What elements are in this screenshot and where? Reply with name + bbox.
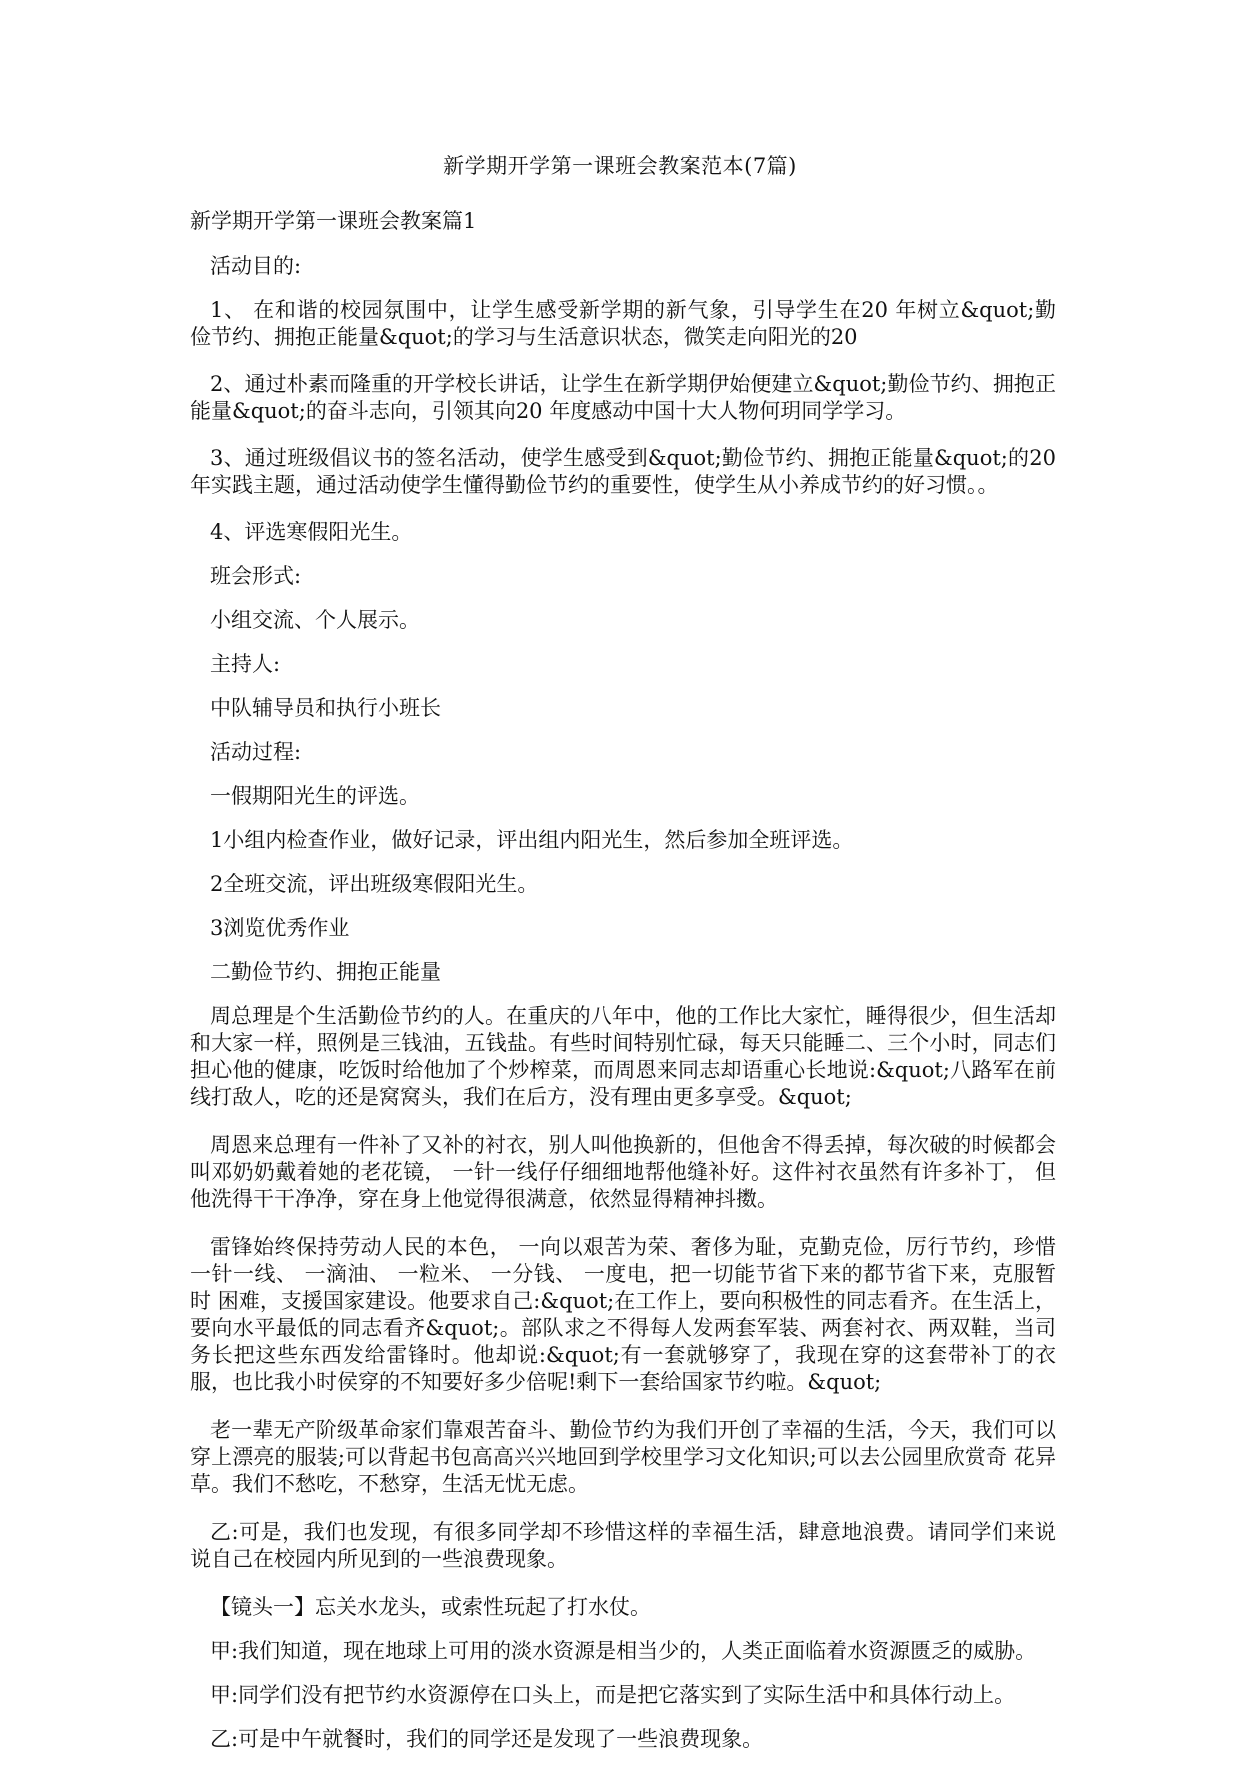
paragraph: 3浏览优秀作业 [210,916,350,940]
paragraph: 乙:可是，我们也发现，有很多同学却不珍惜这样的幸福生活，肆意地浪费。请同学们来说说自己在校园内所见到的一些浪费现象。 [190,1520,1056,1571]
paragraph: 活动目的: [210,254,302,278]
paragraph: 小组交流、个人展示。 [210,608,420,632]
paragraph: 1、 在和谐的校园氛围中，让学生感受新学期的新气象，引导学生在20 年树立&quot;勤 俭节约、拥抱正能量&quot;的学习与生活意识状态，微笑走向阳光的20 [190,298,1056,349]
paragraph: 【镜头一】忘关水龙头，或索性玩起了打水仗。 [210,1595,651,1619]
paragraph: 雷锋始终保持劳动人民的本色， 一向以艰苦为荣、奢侈为耻，克勤克俭，厉行节约，珍惜一针一线、 一滴油、 一粒米、 一分钱、 一度电，把一切能节省下来的都节省下来，克服暂时 困难，支援国家建设。他要求自己:&quot;在工作上，要向积极性的同志看齐。在生活上， 要向水平最低的同志看齐&quot;。部队求之不得每人发两套军装、两套衬衣、两双鞋，当司 务长把这些东西发给雷锋时。他却说:&quot;有一套就够穿了，我现在穿的这套带补丁的衣 服，也比我小时侯穿的不知要好多少倍呢!剩下一套给国家节约啦。&quot; [190,1235,1056,1394]
paragraph: 周恩来总理有一件补了又补的衬衣，别人叫他换新的，但他舍不得丢掉，每次破的时候都会叫邓奶奶戴着她的老花镜， 一针一线仔仔细细地帮他缝补好。这件衬衣虽然有许多补丁， 但他洗得干干净净，穿在身上他觉得很满意，依然显得精神抖擞。 [190,1133,1056,1211]
paragraph: 主持人: [210,652,281,676]
document-body [190,208,1056,1770]
paragraph: 甲:我们知道，现在地球上可用的淡水资源是相当少的，人类正面临着水资源匮乏的威胁。 [210,1639,1037,1663]
paragraph: 乙:可是中午就餐时，我们的同学还是发现了一些浪费现象。 [210,1727,764,1751]
paragraph: 活动过程: [210,740,302,764]
paragraph: 4、评选寒假阳光生。 [210,520,413,544]
paragraph: 老一辈无产阶级革命家们靠艰苦奋斗、勤俭节约为我们开创了幸福的生活，今天，我们可以穿上漂亮的服装;可以背起书包高高兴兴地回到学校里学习文化知识;可以去公园里欣赏奇 花异草。我们不愁吃，不愁穿，生活无忧无虑。 [190,1418,1056,1496]
paragraph: 1小组内检查作业，做好记录，评出组内阳光生，然后参加全班评选。 [210,828,854,852]
document-title: 新学期开学第一课班会教案范本(7篇) [443,154,797,178]
paragraph: 一假期阳光生的评选。 [210,784,420,808]
paragraph: 周总理是个生活勤俭节约的人。在重庆的八年中，他的工作比大家忙，睡得很少，但生活却和大家一样，照例是三钱油，五钱盐。有些时间特别忙碌，每天只能睡二、三个小时，同志们担心他的健康，吃饭时给他加了个炒榨菜，而周恩来同志却语重心长地说:&quot;八路军在前线打敌人，吃的还是窝窝头，我们在后方，没有理由更多享受。&quot; [190,1004,1056,1109]
paragraph: 二勤俭节约、拥抱正能量 [210,960,441,984]
paragraph: 3、通过班级倡议书的签名活动，使学生感受到&quot;勤俭节约、拥抱正能量&quot;的20 年实践主题，通过活动使学生懂得勤俭节约的重要性，使学生从小养成节约的好习惯。。 [190,446,1056,497]
paragraph: 甲:同学们没有把节约水资源停在口头上，而是把它落实到了实际生活中和具体行动上。 [210,1683,1016,1707]
paragraph: 2、通过朴素而隆重的开学校长讲话，让学生在新学期伊始便建立&quot;勤俭节约、拥抱正能量&quot;的奋斗志向，引领其向20 年度感动中国十大人物何玥同学学习。 [190,372,1056,423]
section-heading: 新学期开学第一课班会教案篇1 [190,209,477,233]
paragraph: 班会形式: [210,564,302,588]
paragraph: 中队辅导员和执行小班长 [210,696,441,720]
paragraph: 2全班交流，评出班级寒假阳光生。 [210,872,539,896]
